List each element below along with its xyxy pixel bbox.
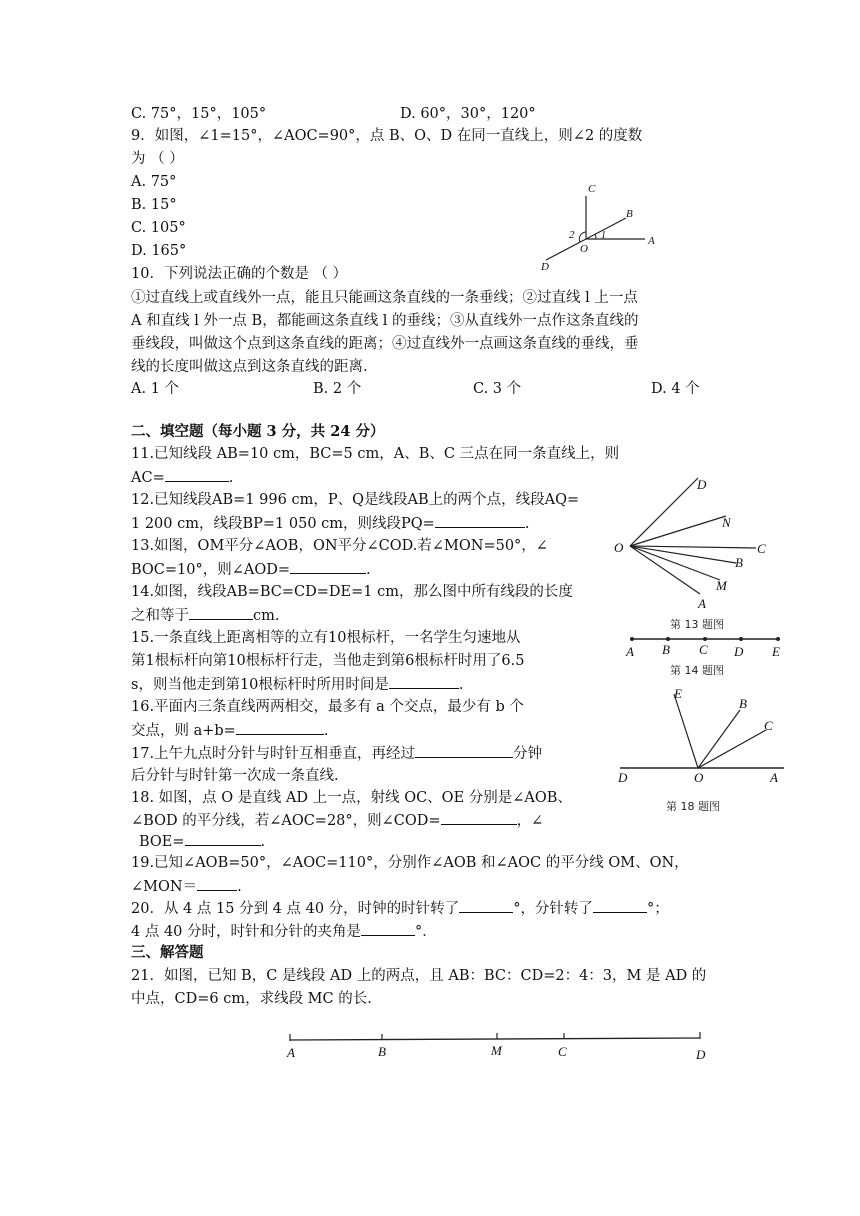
segment-ad	[290, 1038, 700, 1040]
label-b: B	[735, 555, 743, 570]
point-d	[739, 637, 743, 641]
point-b	[666, 637, 670, 641]
question-14-line-2	[131, 605, 279, 626]
label-d: D	[696, 1047, 706, 1062]
question-20-line-1	[131, 898, 669, 919]
label-m: M	[491, 1043, 502, 1058]
label-d: D	[541, 261, 549, 273]
question-19-line-2	[131, 876, 242, 897]
q14-unit: cm.	[253, 608, 280, 624]
ray-ob	[630, 546, 736, 563]
option-b-q10: B. 2 个	[313, 381, 362, 397]
q16-answer-blank[interactable]	[236, 720, 324, 735]
q18-period: .	[260, 834, 266, 850]
question-9-line-2: 为 （ ）	[131, 151, 184, 167]
figure-q18	[612, 682, 802, 785]
caption-fig14: 第 14 题图	[670, 664, 724, 677]
q14-prefix: 之和等于	[131, 608, 189, 624]
label-c: C	[699, 642, 708, 657]
label-d: D	[618, 770, 628, 785]
label-a: A	[698, 596, 706, 611]
figure-q21	[280, 1028, 720, 1068]
option-c-q8: C. 75°，15°，105°	[131, 106, 267, 122]
label-o: O	[614, 540, 624, 555]
question-21-line-2: 中点，CD=6 cm，求线段 MC 的长.	[131, 991, 372, 1007]
q15-prefix: s，则当他走到第10根标杆时所用时间是	[131, 677, 389, 693]
option-a-q10: A. 1 个	[131, 381, 180, 397]
point-c	[703, 637, 707, 641]
q19-period: .	[237, 879, 242, 895]
section-2-heading: 二、填空题（每小题 3 分，共 24 分）	[131, 423, 385, 440]
label-o: O	[580, 243, 588, 255]
label-c: C	[757, 541, 766, 556]
question-15-line-3	[131, 674, 464, 695]
question-12-line-1: 12.已知线段AB=1 996 cm，P、Q是线段AB上的两个点，线段AQ=	[131, 492, 580, 508]
question-10-body-2: A 和直线 l 外一点 B，都能画这条直线 l 的垂线；③从直线外一点作这条直线的	[131, 313, 639, 329]
q17-prefix: 17.上午九点时分针与时针互相垂直，再经过	[131, 746, 416, 762]
label-b: B	[626, 208, 633, 220]
label-a: A	[648, 235, 655, 247]
q11-period: .	[228, 470, 234, 486]
label-b: B	[378, 1044, 386, 1059]
question-12-line-2	[131, 513, 529, 534]
label-c: C	[558, 1044, 567, 1059]
q20-middle: °，分针转了	[513, 901, 593, 917]
q20-suffix-2: °．	[415, 924, 437, 940]
label-b: B	[739, 696, 747, 711]
question-19-line-1: 19.已知∠AOB=50°，∠AOC=110°，分别作∠AOB 和∠AOC 的平分线 OM、ON，	[131, 855, 689, 871]
question-10: 10．下列说法正确的个数是 （ ）	[131, 266, 348, 282]
q16-prefix: 交点，则 a+b=	[131, 723, 236, 739]
label-m: M	[716, 578, 727, 593]
option-d-q10: D. 4 个	[651, 381, 700, 397]
ray-oa	[630, 546, 700, 594]
section-3-heading: 三、解答题	[131, 944, 204, 961]
q20-answer-blank-2[interactable]	[593, 898, 647, 913]
label-e: E	[674, 686, 682, 701]
label-c: C	[588, 183, 596, 195]
question-16-line-2	[131, 720, 328, 741]
label-d: D	[734, 644, 744, 659]
q13-answer-blank[interactable]	[290, 559, 366, 574]
q16-period: .	[323, 723, 329, 739]
label-c: C	[764, 718, 773, 733]
q17-suffix: 分钟	[513, 746, 543, 762]
point-e	[776, 637, 780, 641]
q17-answer-blank[interactable]	[415, 743, 513, 758]
q20-answer-blank-3[interactable]	[361, 921, 415, 936]
label-2: 2	[569, 229, 575, 241]
question-16-line-1: 16.平面内三条直线两两相交，最多有 a 个交点，最少有 b 个	[131, 699, 524, 715]
q18-prefix: ∠BOD 的平分线，若∠AOC=28°，则∠COD=	[131, 813, 441, 829]
label-a: A	[287, 1045, 295, 1060]
caption-fig18: 第 18 题图	[666, 800, 720, 813]
q19-prefix: ∠MON＝	[131, 879, 198, 895]
label-n: N	[722, 515, 731, 530]
figure-q9	[530, 178, 670, 278]
q18-prefix-2: BOE=	[139, 834, 185, 850]
question-10-body-4: 线的长度叫做这点到这条直线的距离.	[131, 359, 368, 375]
q20-answer-blank-1[interactable]	[459, 898, 513, 913]
ray-oc	[630, 546, 756, 548]
ray-ob	[586, 218, 626, 239]
point-a	[630, 637, 634, 641]
question-15-line-1: 15.一条直线上距离相等的立有10根标杆，一名学生匀速地从	[131, 630, 521, 646]
q18-answer-blank-2[interactable]	[185, 831, 261, 846]
question-10-body-1: ①过直线上或直线外一点，能且只能画这条直线的一条垂线；②过直线 l 上一点	[131, 290, 638, 306]
q11-prefix: AC=	[131, 470, 165, 486]
figure-q13	[608, 468, 778, 618]
ray-oe	[674, 694, 698, 768]
question-9-line-1: 9．如图，∠1=15°，∠AOC=90°，点 B、O、D 在同一直线上，则∠2 的度数	[131, 128, 643, 144]
caption-fig13: 第 13 题图	[670, 618, 724, 631]
q13-prefix: BOC=10°，则∠AOD=	[131, 562, 291, 578]
question-17-line-2: 后分针与时针第一次成一条直线.	[131, 768, 339, 784]
question-18-line-2	[131, 810, 543, 831]
label-a: A	[626, 644, 634, 659]
label-e: E	[772, 644, 780, 659]
q13-period: .	[366, 562, 371, 578]
arc-angle-1	[595, 234, 596, 239]
label-1: 1	[601, 230, 606, 241]
option-b-q9: B. 15°	[131, 197, 177, 213]
label-o: O	[694, 770, 704, 785]
question-18-line-3	[139, 831, 265, 852]
label-d: D	[697, 477, 707, 492]
q12-answer-blank[interactable]	[435, 513, 525, 528]
q12-period: .	[524, 516, 530, 532]
q15-period: .	[458, 677, 464, 693]
q12-prefix: 1 200 cm，线段BP=1 050 cm，则线段PQ=	[131, 516, 435, 532]
option-a-q9: A. 75°	[131, 174, 177, 190]
figure-q14	[620, 634, 790, 664]
q15-answer-blank[interactable]	[389, 674, 459, 689]
ray-oc	[698, 730, 766, 768]
option-d-q8: D. 60°，30°，120°	[400, 106, 536, 122]
question-17-line-1	[131, 743, 542, 764]
option-c-q9: C. 105°	[131, 220, 186, 236]
question-10-body-3: 垂线段，叫做这个点到这条直线的距离；④过直线外一点画这条直线的垂线，垂	[131, 336, 639, 352]
q18-middle: ，∠	[516, 813, 544, 829]
q19-answer-blank[interactable]	[197, 876, 237, 891]
q11-answer-blank[interactable]	[165, 467, 229, 482]
question-14-line-1: 14.如图，线段AB=BC=CD=DE=1 cm，那么图中所有线段的长度	[131, 584, 573, 600]
label-b: B	[662, 642, 670, 657]
label-a: A	[770, 770, 778, 785]
q20-prefix: 20．从 4 点 15 分到 4 点 40 分，时钟的时针转了	[131, 901, 460, 917]
q20-suffix: °；	[646, 901, 669, 917]
option-c-q10: C. 3 个	[473, 381, 522, 397]
question-13-line-2	[131, 559, 371, 580]
q18-answer-blank-1[interactable]	[441, 810, 517, 825]
question-13-line-1: 13.如图，OM平分∠AOB，ON平分∠COD.若∠MON=50°，∠	[131, 538, 548, 554]
question-18-line-1: 18. 如图，点 O 是直线 AD 上一点，射线 OC、OE 分别是∠AOB、	[131, 790, 572, 806]
option-d-q9: D. 165°	[131, 243, 187, 259]
question-21-line-1: 21．如图，已知 B，C 是线段 AD 上的两点，且 AB：BC：CD=2：4：3，M 是 AD 的	[131, 968, 707, 984]
q14-answer-blank[interactable]	[189, 605, 253, 620]
question-11-line-2	[131, 467, 233, 488]
question-20-line-2	[131, 921, 437, 942]
q20-prefix-2: 4 点 40 分时，时针和分针的夹角是	[131, 924, 362, 940]
question-15-line-2: 第1根标杆向第10根标杆行走，当他走到第6根标杆时用了6.5	[131, 653, 525, 669]
question-11-line-1: 11.已知线段 AB=10 cm，BC=5 cm，A、B、C 三点在同一条直线上，则	[131, 446, 620, 462]
ray-om	[630, 546, 720, 580]
ray-ob	[698, 710, 740, 768]
